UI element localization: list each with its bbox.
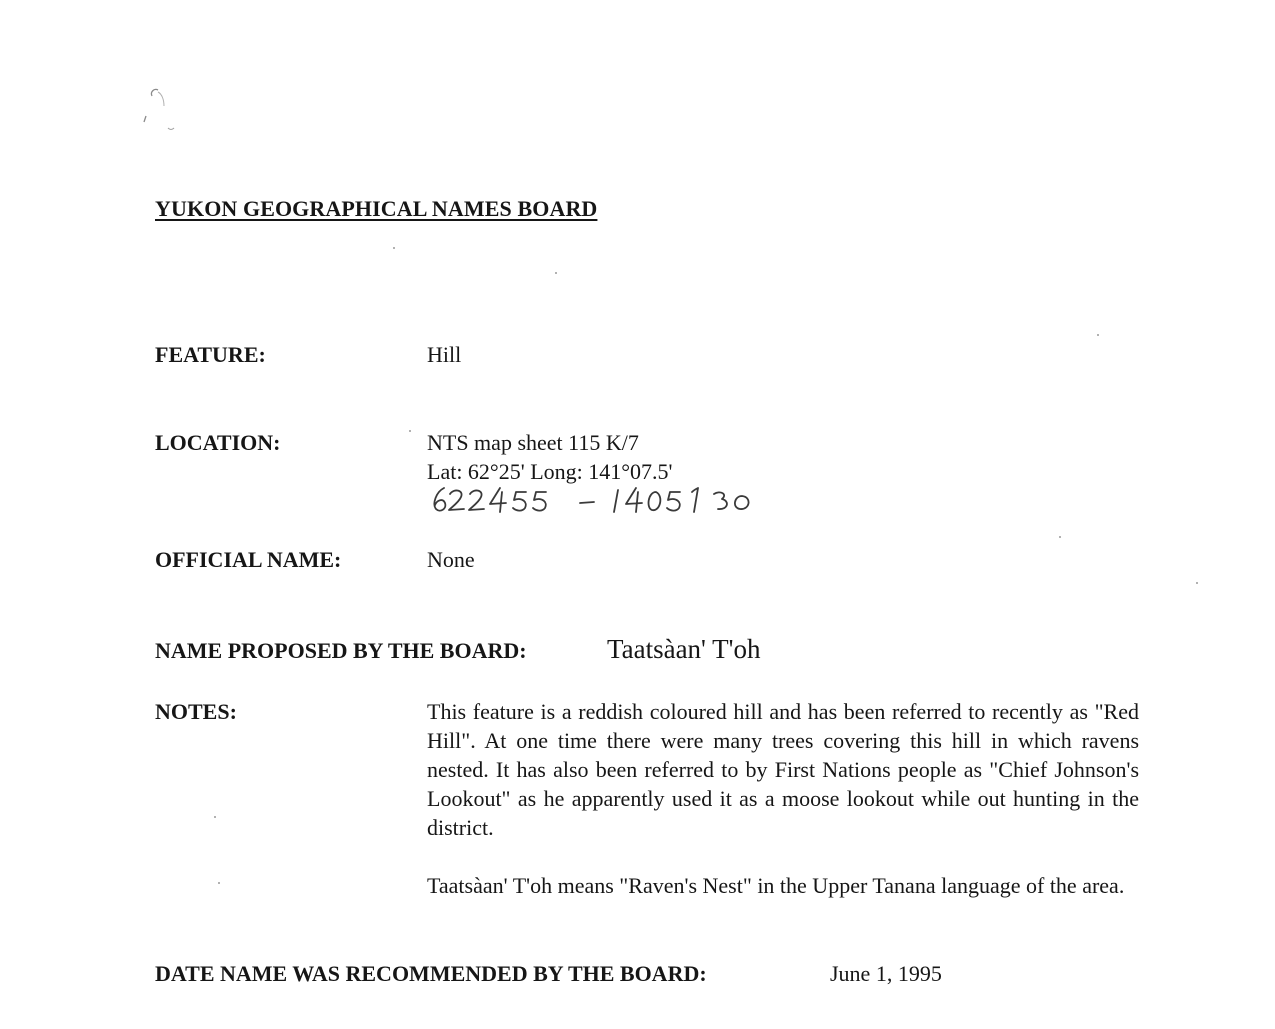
- scan-speck: [214, 816, 216, 818]
- proposed-name-label: NAME PROPOSED BY THE BOARD:: [155, 638, 527, 663]
- scan-speck: [393, 247, 395, 249]
- handwritten-coordinates-note: [430, 482, 760, 516]
- official-name-label: OFFICIAL NAME:: [155, 547, 342, 572]
- notes-label: NOTES:: [155, 699, 237, 724]
- document-title: YUKON GEOGRAPHICAL NAMES BOARD: [155, 196, 598, 221]
- location-map-sheet: NTS map sheet 115 K/7: [427, 430, 639, 455]
- scan-speck: [1097, 334, 1099, 336]
- notes-paragraph: Taatsàan' T'oh means "Raven's Nest" in the Upper Tanana language of the area.: [427, 873, 1125, 898]
- scan-speck: [1196, 582, 1198, 584]
- corner-pencil-mark: [142, 86, 176, 134]
- notes-paragraph: This feature is a reddish coloured hill and has been referred to recently as "Red Hill". At one time there were many trees covering this hill in which ravens nested. It has also been referred to by First Nations people as "Chief Johnson's Lookout" as he apparently used it as a moose lookout while out hunting in the district.: [427, 699, 1139, 840]
- feature-value: Hill: [427, 342, 462, 367]
- location-label: LOCATION:: [155, 430, 281, 455]
- date-recommended-label: DATE NAME WAS RECOMMENDED BY THE BOARD:: [155, 961, 707, 986]
- proposed-name-value: Taatsàan' T'oh: [607, 634, 761, 664]
- date-recommended-value: June 1, 1995: [830, 961, 942, 986]
- feature-label: FEATURE:: [155, 342, 266, 367]
- scan-speck: [555, 272, 557, 274]
- scan-speck: [218, 882, 220, 884]
- scan-speck: [1059, 536, 1061, 538]
- location-coordinates: Lat: 62°25' Long: 141°07.5': [427, 459, 673, 484]
- notes-body: [427, 697, 1139, 900]
- official-name-value: None: [427, 547, 475, 572]
- scan-speck: [409, 430, 411, 432]
